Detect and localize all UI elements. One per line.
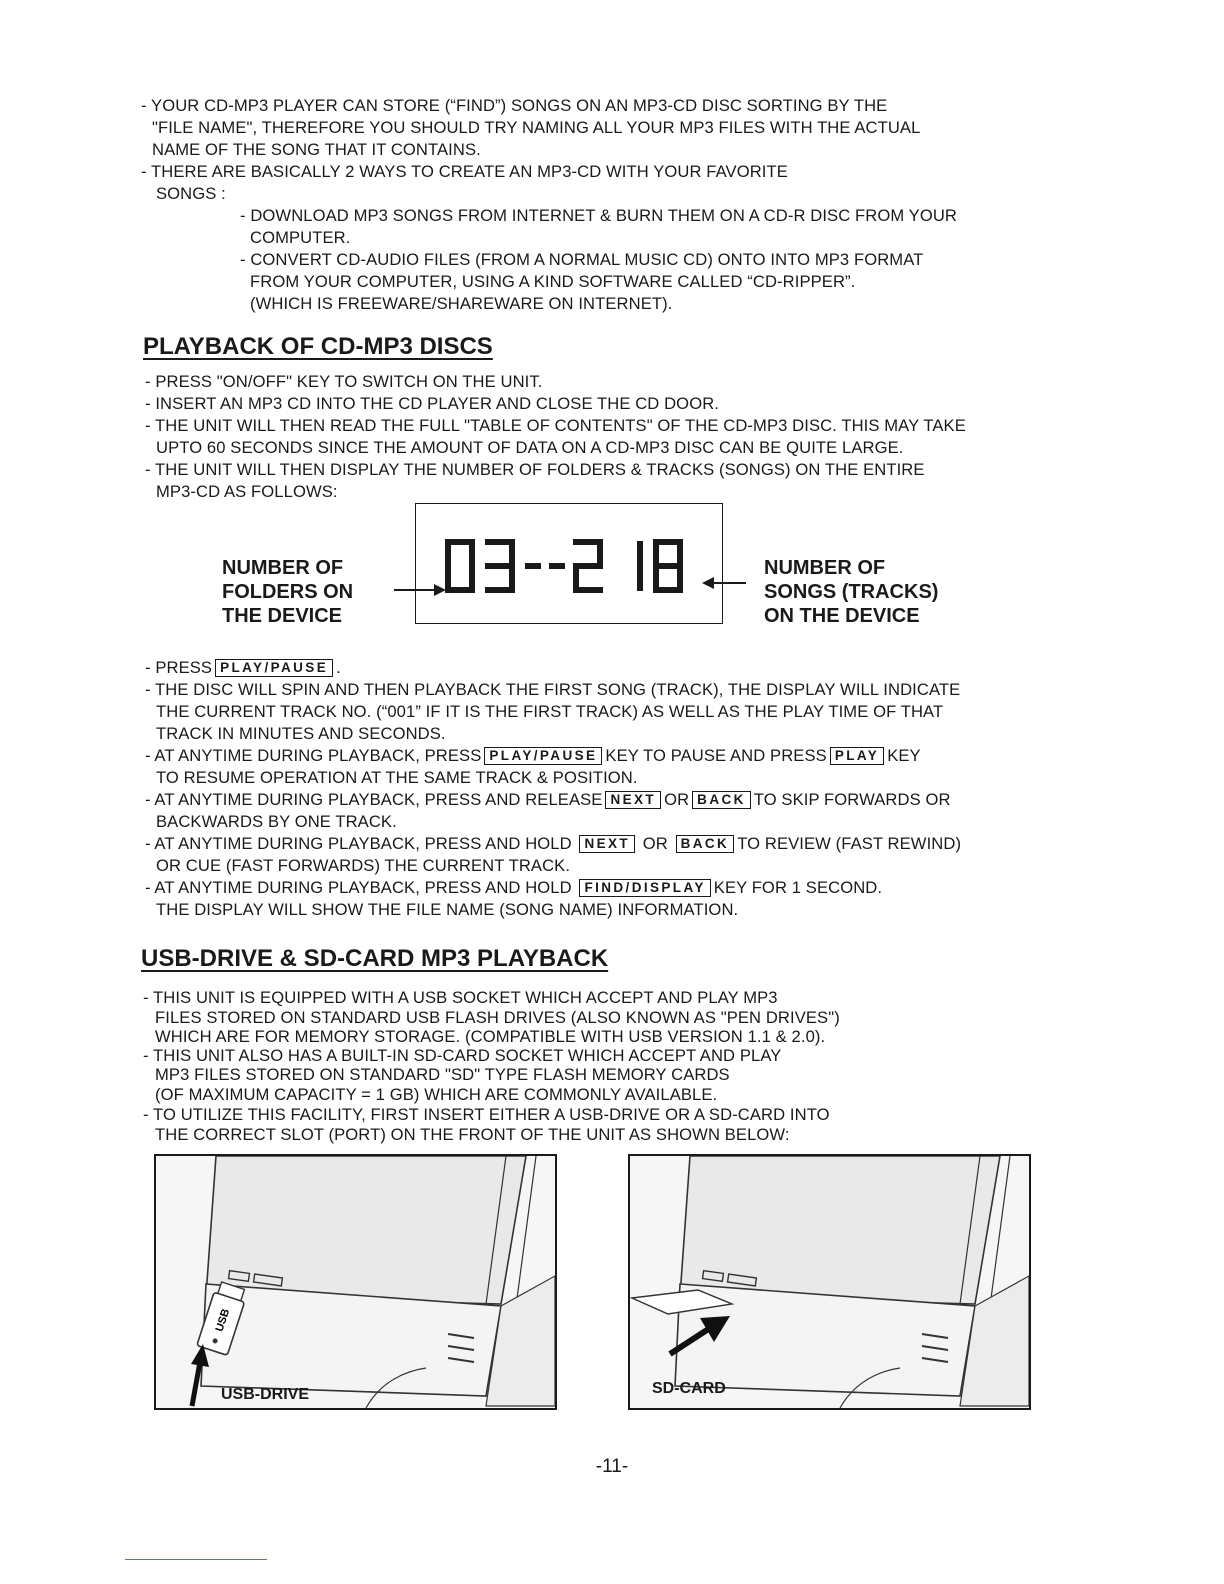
playback-line: MP3-CD AS FOLLOWS: bbox=[156, 482, 338, 501]
folders-label-line: FOLDERS ON bbox=[222, 581, 354, 603]
section-heading-usb: USB-DRIVE & SD-CARD MP3 PLAYBACK bbox=[141, 945, 609, 972]
lcd-segment-dash bbox=[549, 563, 565, 569]
lcd-segment bbox=[509, 541, 515, 566]
usb-line: - THIS UNIT IS EQUIPPED WITH A USB SOCKET WHICH ACCEPT AND PLAY MP3 bbox=[143, 988, 778, 1007]
lcd-segment-dash bbox=[525, 563, 541, 569]
lcd-segment bbox=[445, 566, 451, 591]
lcd-segment bbox=[653, 541, 659, 566]
playback-line: - PRESS "ON/OFF" KEY TO SWITCH ON THE UNIT. bbox=[145, 372, 543, 391]
device-front-usb-drawing bbox=[156, 1156, 555, 1408]
folders-label-line: NUMBER OF bbox=[222, 557, 344, 579]
tracks-label-line: ON THE DEVICE bbox=[764, 605, 920, 627]
intro-line: FROM YOUR COMPUTER, USING A KIND SOFTWARE CALLED “CD-RIPPER”. bbox=[250, 272, 856, 291]
step-line: OR CUE (FAST FORWARDS) THE CURRENT TRACK. bbox=[156, 856, 571, 875]
usb-line: - THIS UNIT ALSO HAS A BUILT-IN SD-CARD SOCKET WHICH ACCEPT AND PLAY bbox=[143, 1046, 782, 1065]
step-line: - AT ANYTIME DURING PLAYBACK, PRESS AND RELEASE NEXT OR BACK TO SKIP FORWARDS OR bbox=[145, 790, 951, 809]
step-line: TO RESUME OPERATION AT THE SAME TRACK & POSITION. bbox=[156, 768, 638, 787]
usb-line: FILES STORED ON STANDARD USB FLASH DRIVES (ALSO KNOWN AS "PEN DRIVES") bbox=[155, 1008, 840, 1027]
playback-line: UPTO 60 SECONDS SINCE THE AMOUNT OF DATA ON A CD-MP3 DISC CAN BE QUITE LARGE. bbox=[156, 438, 904, 457]
lcd-segment bbox=[509, 566, 515, 591]
step-line: - AT ANYTIME DURING PLAYBACK, PRESS PLAY/PAUSE KEY TO PAUSE AND PRESS PLAY KEY bbox=[145, 746, 921, 765]
step-line: BACKWARDS BY ONE TRACK. bbox=[156, 812, 397, 831]
footer-rule bbox=[125, 1559, 267, 1560]
back-key: BACK bbox=[676, 835, 735, 853]
next-key: NEXT bbox=[605, 791, 661, 809]
lcd-segment bbox=[637, 541, 643, 566]
svg-text:USB: USB bbox=[213, 1307, 233, 1334]
intro-line: - CONVERT CD-AUDIO FILES (FROM A NORMAL MUSIC CD) ONTO INTO MP3 FORMAT bbox=[240, 250, 924, 269]
intro-line: SONGS : bbox=[156, 184, 226, 203]
step-line: THE CURRENT TRACK NO. (“001” IF IT IS THE FIRST TRACK) AS WELL AS THE PLAY TIME OF THAT bbox=[156, 702, 944, 721]
step-line: - AT ANYTIME DURING PLAYBACK, PRESS AND HOLD FIND/DISPLAY KEY FOR 1 SECOND. bbox=[145, 878, 883, 897]
back-key: BACK bbox=[692, 791, 751, 809]
lcd-display bbox=[415, 503, 723, 624]
folders-label-line: THE DEVICE bbox=[222, 605, 343, 627]
step-line: - THE DISC WILL SPIN AND THEN PLAYBACK THE FIRST SONG (TRACK), THE DISPLAY WILL INDICATE bbox=[145, 680, 961, 699]
lcd-segment bbox=[445, 541, 451, 566]
step-line: TRACK IN MINUTES AND SECONDS. bbox=[156, 724, 446, 743]
step-line: THE DISPLAY WILL SHOW THE FILE NAME (SONG NAME) INFORMATION. bbox=[156, 900, 739, 919]
next-key: NEXT bbox=[579, 835, 635, 853]
playback-line: - THE UNIT WILL THEN DISPLAY THE NUMBER OF FOLDERS & TRACKS (SONGS) ON THE ENTIRE bbox=[145, 460, 925, 479]
device-front-sd-drawing bbox=[630, 1156, 1029, 1408]
usb-line: MP3 FILES STORED ON STANDARD "SD" TYPE FLASH MEMORY CARDS bbox=[155, 1065, 730, 1084]
lcd-segment bbox=[653, 566, 659, 591]
usb-line: WHICH ARE FOR MEMORY STORAGE. (COMPATIBLE WITH USB VERSION 1.1 & 2.0). bbox=[155, 1027, 826, 1046]
usb-drive-caption: USB-DRIVE bbox=[221, 1386, 310, 1403]
play-pause-key: PLAY/PAUSE bbox=[215, 659, 333, 677]
intro-line: COMPUTER. bbox=[250, 228, 351, 247]
playback-line: - INSERT AN MP3 CD INTO THE CD PLAYER AND CLOSE THE CD DOOR. bbox=[145, 394, 719, 413]
step-line: - AT ANYTIME DURING PLAYBACK, PRESS AND HOLD NEXT OR BACK TO REVIEW (FAST REWIND) bbox=[145, 834, 962, 853]
lcd-segment bbox=[573, 566, 579, 591]
lcd-segment bbox=[469, 541, 475, 566]
lcd-readout bbox=[416, 504, 722, 623]
lcd-segment bbox=[469, 566, 475, 591]
play-key: PLAY bbox=[830, 747, 884, 765]
intro-line: (WHICH IS FREEWARE/SHAREWARE ON INTERNET). bbox=[250, 294, 673, 313]
sd-card-illustration bbox=[628, 1154, 1031, 1410]
intro-line: NAME OF THE SONG THAT IT CONTAINS. bbox=[152, 140, 481, 159]
lcd-segment bbox=[597, 541, 603, 566]
page-number: -11- bbox=[595, 1456, 629, 1477]
intro-line: "FILE NAME", THEREFORE YOU SHOULD TRY NAMING ALL YOUR MP3 FILES WITH THE ACTUAL bbox=[152, 118, 921, 137]
intro-line: - THERE ARE BASICALLY 2 WAYS TO CREATE AN MP3-CD WITH YOUR FAVORITE bbox=[141, 162, 788, 181]
usb-line: - TO UTILIZE THIS FACILITY, FIRST INSERT EITHER A USB-DRIVE OR A SD-CARD INTO bbox=[143, 1105, 830, 1124]
section-heading-playback: PLAYBACK OF CD-MP3 DISCS bbox=[143, 333, 493, 360]
lcd-segment bbox=[677, 566, 683, 591]
tracks-label-line: NUMBER OF bbox=[764, 557, 886, 579]
step-line: - PRESS PLAY/PAUSE . bbox=[145, 658, 341, 677]
play-pause-key: PLAY/PAUSE bbox=[484, 747, 602, 765]
lcd-segment bbox=[637, 566, 643, 591]
tracks-label-line: SONGS (TRACKS) bbox=[764, 581, 939, 603]
usb-drive-illustration bbox=[154, 1154, 557, 1410]
intro-line: - DOWNLOAD MP3 SONGS FROM INTERNET & BURN THEM ON A CD-R DISC FROM YOUR bbox=[240, 206, 957, 225]
usb-line: THE CORRECT SLOT (PORT) ON THE FRONT OF THE UNIT AS SHOWN BELOW: bbox=[155, 1125, 790, 1144]
lcd-segment bbox=[677, 541, 683, 566]
playback-line: - THE UNIT WILL THEN READ THE FULL "TABLE OF CONTENTS" OF THE CD-MP3 DISC. THIS MAY TAKE bbox=[145, 416, 966, 435]
sd-card-caption: SD-CARD bbox=[652, 1380, 726, 1397]
intro-line: - YOUR CD-MP3 PLAYER CAN STORE (“FIND”) SONGS ON AN MP3-CD DISC SORTING BY THE bbox=[141, 96, 888, 115]
usb-line: (OF MAXIMUM CAPACITY = 1 GB) WHICH ARE COMMONLY AVAILABLE. bbox=[155, 1085, 718, 1104]
find-display-key: FIND/DISPLAY bbox=[579, 879, 710, 897]
